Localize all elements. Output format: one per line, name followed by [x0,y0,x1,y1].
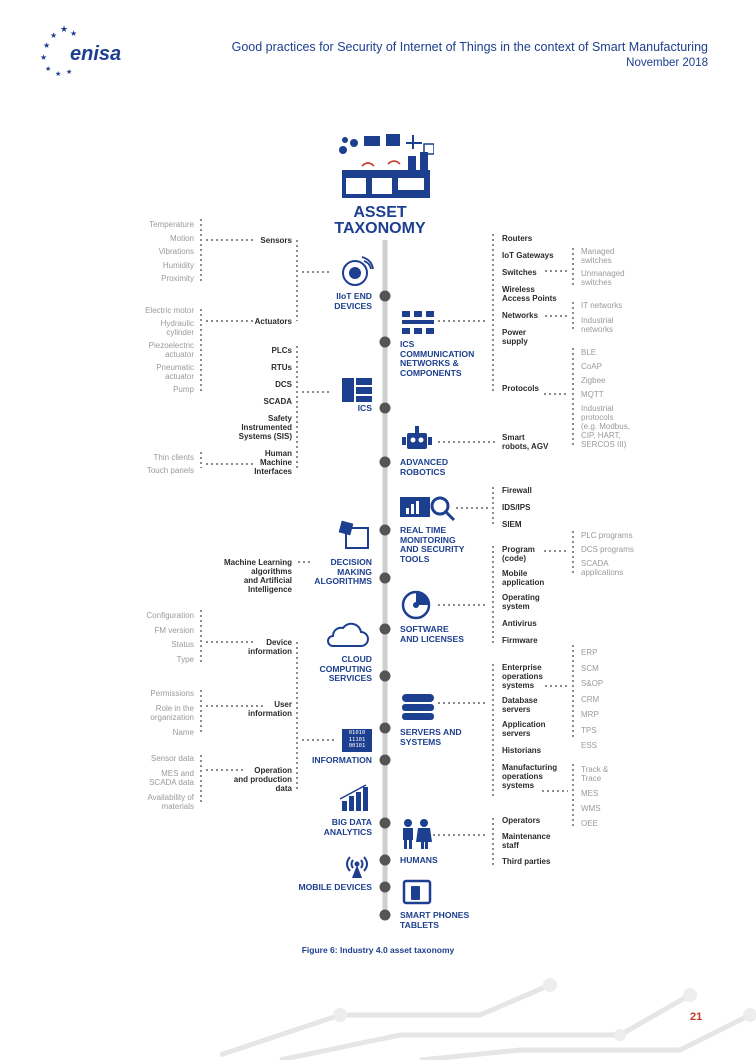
category-humans: HUMANS [400,855,438,865]
ics-items-list: PLCs RTUs DCS SCADA Safety Instrumented Systems (SIS) Human Machine Interfaces [238,346,292,476]
disc-icon [400,590,432,620]
category-information: INFORMATION [312,755,372,765]
category-robotics: ADVANCED ROBOTICS [400,457,449,477]
network-types-list: IT networks Industrial networks [581,301,623,334]
bar-chart-icon [338,783,372,813]
document-date: November 2018 [626,57,708,69]
node-cloud [380,671,391,682]
category-mobile: MOBILE DEVICES [298,882,372,892]
robot-icon [400,424,434,456]
node-decision [380,573,391,584]
node-iiot [380,291,391,302]
category-servers: SERVERS AND SYSTEMS [400,727,462,747]
category-smartphones: SMART PHONES TABLETS [400,910,470,930]
enterprise-types-list: ERP SCM S&OP CRM MRP TPS ESS [581,648,604,750]
sensors-label: Sensors [260,236,292,245]
asset-taxonomy-title: ASSET TAXONOMY [334,204,426,237]
svg-text:★: ★ [50,31,58,40]
svg-text:★: ★ [43,41,51,50]
software-items-list: Program (code) Mobile application Operating system Antivirus Firmware [502,545,545,645]
security-tools-list: Firewall IDS/IPS SIEM [502,486,532,529]
document-title: Good practices for Security of Internet of Things in the context of Smart Manufacturing [231,40,708,54]
page-number: 21 [690,1011,703,1023]
node-software [380,624,391,635]
device-info-label: Device information [248,638,292,656]
puzzle-icon [338,520,372,552]
category-decision: DECISION MAKING ALGORITHMS [314,557,372,586]
node-ics-comm [380,337,391,348]
hmi-types-list: Thin clients Touch panels [146,453,194,475]
antenna-icon [342,851,372,879]
category-ics-comm: ICS COMMUNICATION NETWORKS & COMPONENTS [400,339,475,378]
op-data-types-list: Sensor data MES and SCADA data Availability of materials [147,754,194,811]
network-items-list: Routers IoT Gateways Switches Wireless Access Points Networks Power supply Protocols [502,234,557,393]
actuators-label: Actuators [254,317,292,326]
svg-text:★: ★ [55,71,62,78]
category-ics: ICS [357,403,372,413]
server-rack-icon [340,375,374,405]
node-robotics [380,457,391,468]
node-ics [380,403,391,414]
device-info-types-list: Configuration FM version Status Type [146,611,194,664]
server-items-list: Enterprise operations systems Database servers Application servers Historians Manufacturing operations systems [502,663,558,790]
cloud-icon [325,622,369,650]
network-switch-icon [400,309,436,337]
user-info-types-list: Permissions Role in the organization Name [150,689,194,737]
iiot-sensor-icon [340,255,374,289]
monitoring-icon [398,494,458,522]
node-humans [380,855,391,866]
logo-text: enisa [70,43,122,65]
ml-label: Machine Learning algorithms and Artificial Intelligence [223,558,292,594]
circuit-decoration [220,975,756,1060]
svg-text:★: ★ [70,29,78,38]
category-cloud: CLOUD COMPUTING SERVICES [319,654,372,683]
actuator-types-list: Electric motor Hydraulic cylinder Piezoelectric actuator Pneumatic actuator Pump [145,306,194,394]
tablet-icon [400,877,434,907]
protocol-types-list: BLE CoAP Zigbee MQTT Industrial protocols (e.g. Modbus, CIP, HART, SERCOS III) [581,348,630,449]
category-bigdata: BIG DATA ANALYTICS [323,817,372,837]
category-monitoring: REAL TIME MONITORING AND SECURITY TOOLS [400,525,465,564]
switch-types-list: Managed switches Unmanaged switches [581,247,625,287]
node-bigdata [380,818,391,829]
category-iiot: IIoT END DEVICES [334,291,372,311]
user-info-label: User information [248,700,292,718]
database-icon [400,692,436,722]
factory-icon [334,130,434,202]
node-mobile [380,882,391,893]
robot-items-list: Smart robots, AGV [502,433,549,451]
node-information [380,755,391,766]
program-types-list: PLC programs DCS programs SCADA applications [581,531,634,577]
op-data-label: Operation and production data [233,766,292,793]
binary-data-icon: 01010 11101 00101 [342,729,372,752]
svg-text:★: ★ [40,53,48,62]
category-software: SOFTWARE AND LICENSES [400,624,464,644]
node-smartphones [380,910,391,921]
human-items-list: Operators Maintenance staff Third parties [502,816,551,866]
svg-text:★: ★ [66,69,73,76]
mfg-types-list: Track & Trace MES WMS OEE [581,765,609,828]
svg-text:★: ★ [60,24,69,34]
svg-text:★: ★ [45,66,52,73]
people-icon [398,818,434,850]
node-monitoring [380,525,391,536]
node-servers [380,723,391,734]
figure-caption: Figure 6: Industry 4.0 asset taxonomy [301,945,455,955]
sensor-types-list: Temperature Motion Vibrations Humidity Proximity [149,220,194,283]
